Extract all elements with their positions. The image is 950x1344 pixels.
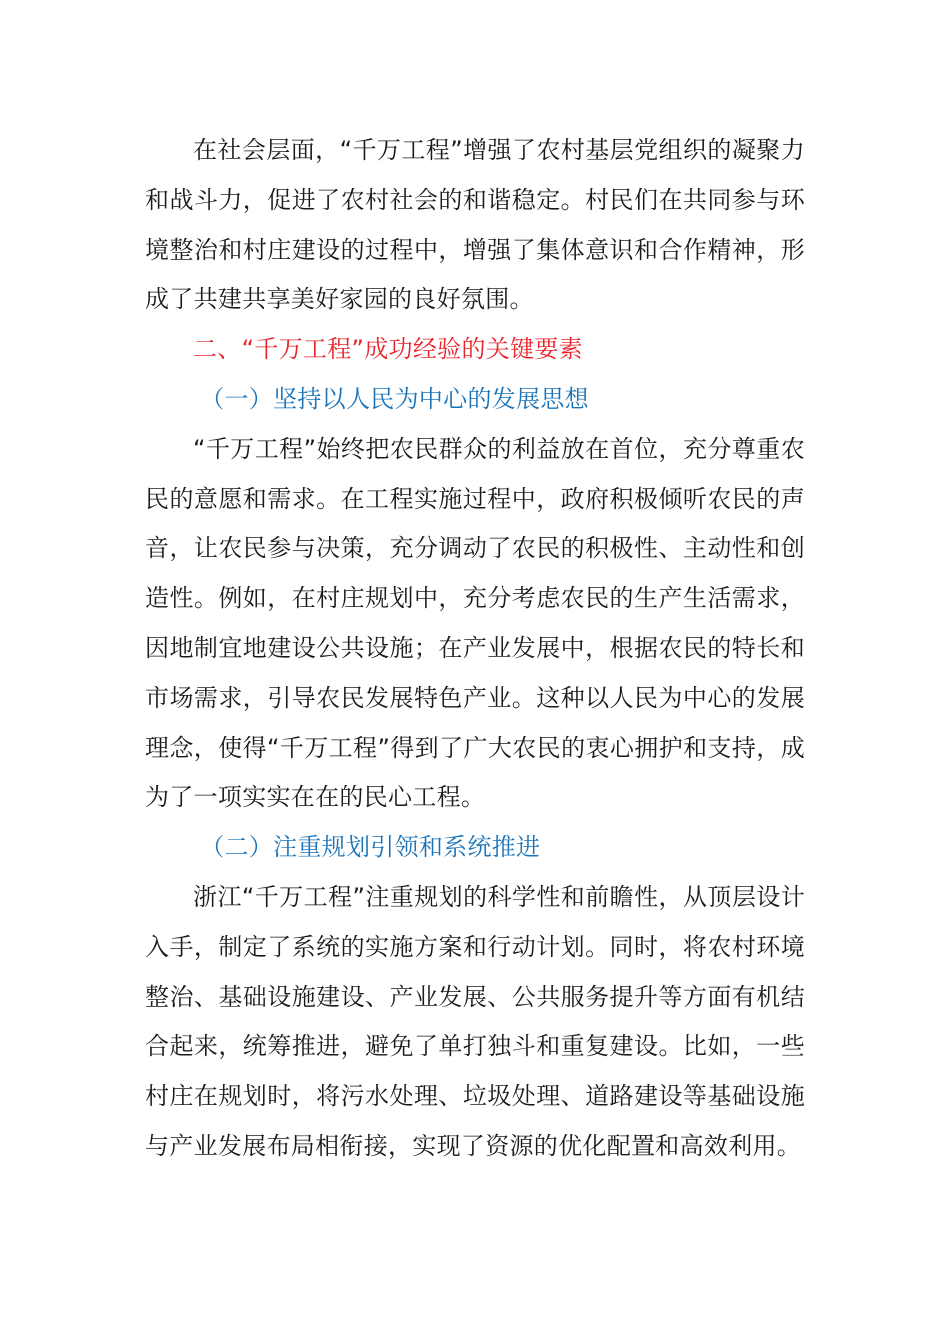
document-body [145, 126, 805, 1172]
paragraph-social-level: 在社会层面，“千万工程”增强了农村基层党组织的凝聚力和战斗力，促进了农村社会的和谐稳定。村民们在共同参与环境整治和村庄建设的过程中，增强了集体意识和合作精神，形成了共建共享美好家园的良好氛围。 [145, 136, 805, 314]
subsection-heading-planning: （二）注重规划引领和系统推进 [200, 833, 541, 862]
paragraph-planning: 浙江“千万工程”注重规划的科学性和前瞻性，从顶层设计入手，制定了系统的实施方案和行动计划。同时，将农村环境整治、基础设施建设、产业发展、公共服务提升等方面有机结合起来，统筹推进，避免了单打独斗和重复建设。比如，一些村庄在规划时，将污水处理、垃圾处理、道路建设等基础设施与产业发展布局相衔接，实现了资源的优化配置和高效利用。 [145, 882, 805, 1160]
section-heading-key-elements: 二、“千万工程”成功经验的关键要素 [193, 335, 583, 364]
subsection-heading-people-centered: （一）坚持以人民为中心的发展思想 [200, 384, 589, 413]
paragraph-people-centered: “千万工程”始终把农民群众的利益放在首位，充分尊重农民的意愿和需求。在工程实施过程中，政府积极倾听农民的声音，让农民参与决策，充分调动了农民的积极性、主动性和创造性。例如，在村庄规划中，充分考虑农民的生产生活需求，因地制宜地建设公共设施；在产业发展中，根据农民的特长和市场需求，引导农民发展特色产业。这种以人民为中心的发展理念，使得“千万工程”得到了广大农民的衷心拥护和支持，成为了一项实实在在的民心工程。 [145, 434, 805, 812]
